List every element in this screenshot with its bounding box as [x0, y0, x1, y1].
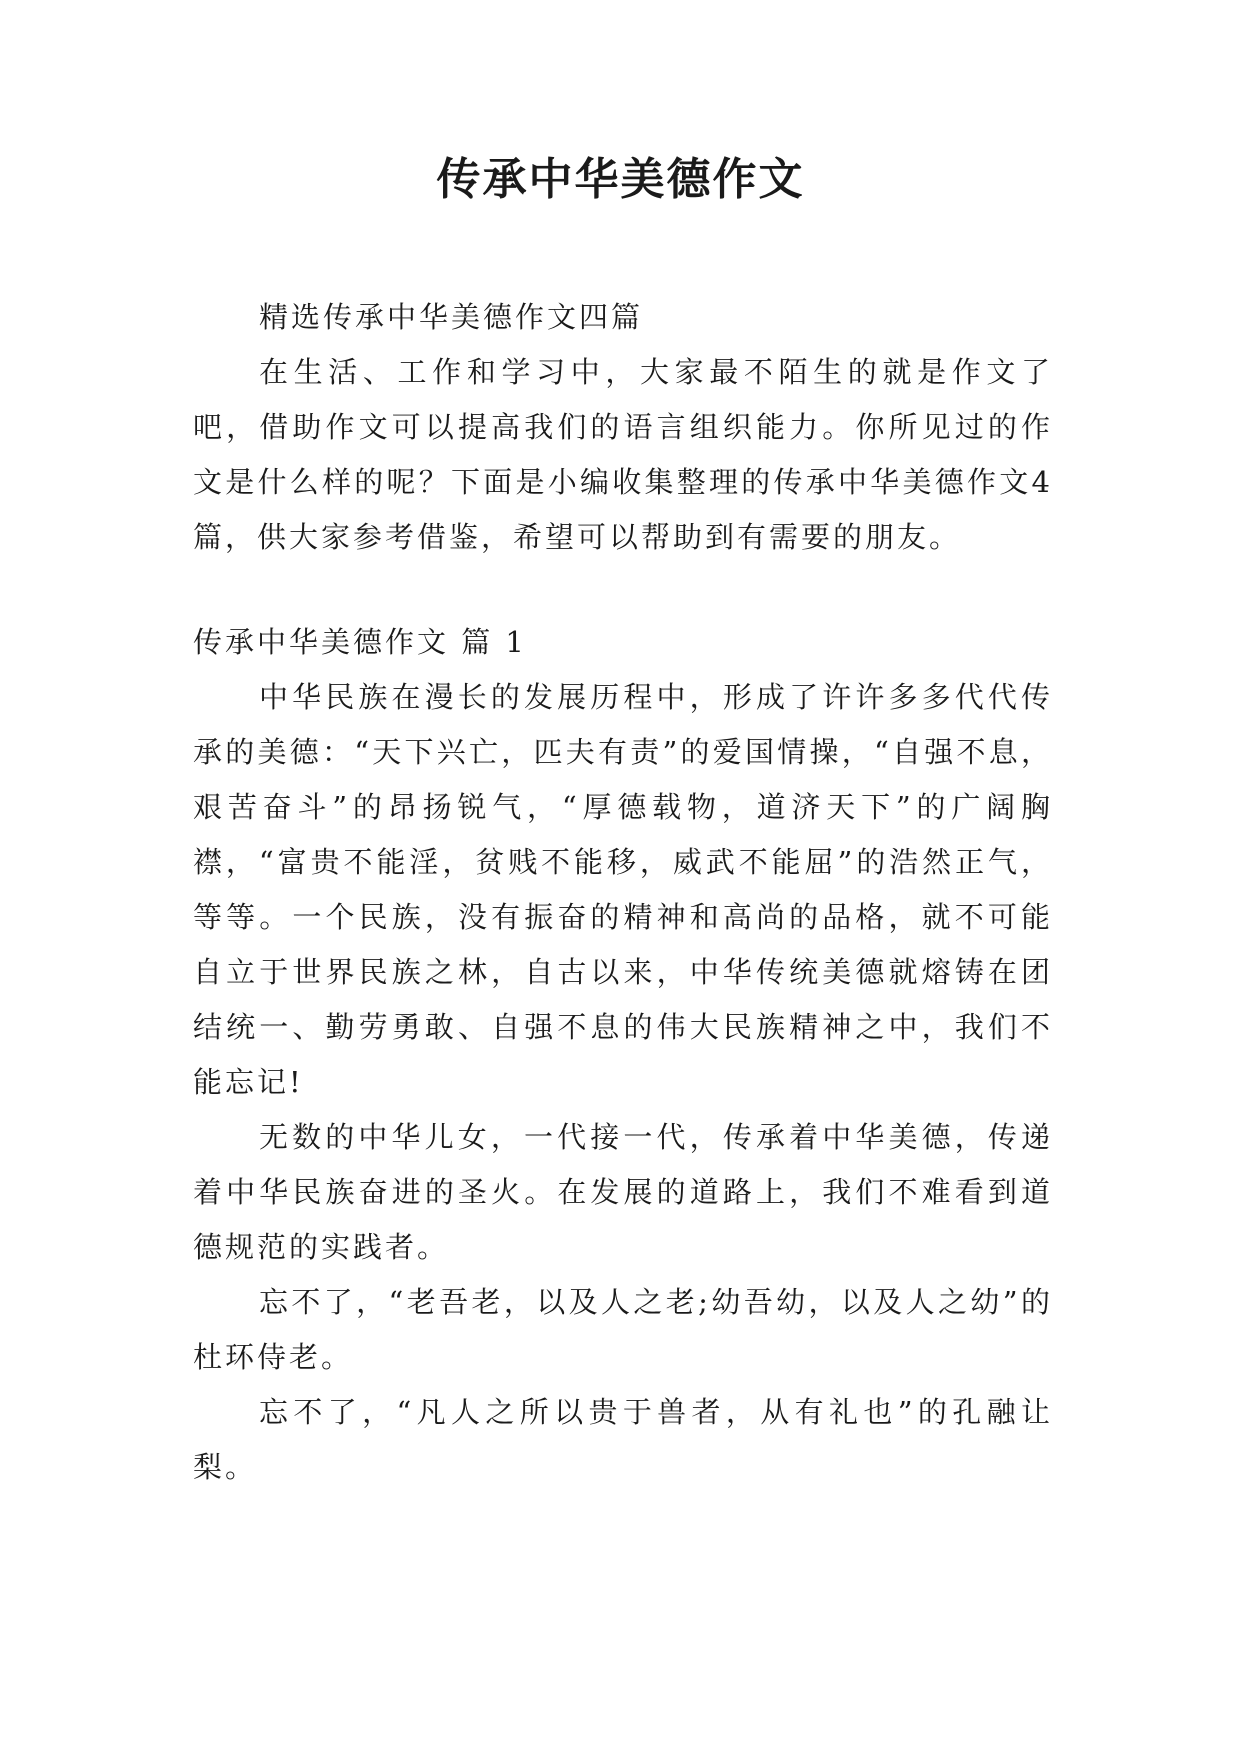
body-paragraph: 忘不了，“老吾老，以及人之老;幼吾幼，以及人之幼”的杜环侍老。	[193, 1285, 1053, 1374]
body-paragraph: 忘不了，“凡人之所以贵于兽者，从有礼也”的孔融让梨。	[193, 1395, 1053, 1484]
body-paragraph: 无数的中华儿女，一代接一代，传承着中华美德，传递着中华民族奋进的圣火。在发展的道路上，我们不难看到道德规范的实践者。	[193, 1120, 1053, 1264]
intro-paragraph: 在生活、工作和学习中，大家最不陌生的就是作文了吧，借助作文可以提高我们的语言组织能力。你所见过的作文是什么样的呢？下面是小编收集整理的传承中华美德作文4篇，供大家参考借鉴，希望可以帮助到有需要的朋友。	[193, 355, 1053, 554]
document-body	[193, 290, 1053, 1495]
body-paragraph: 中华民族在漫长的发展历程中，形成了许许多多代代传承的美德：“天下兴亡，匹夫有责”的爱国情操，“自强不息，艰苦奋斗”的昂扬锐气，“厚德载物，道济天下”的广阔胸襟，“富贵不能淫，贫贱不能移，威武不能屈”的浩然正气，等等。一个民族，没有振奋的精神和高尚的品格，就不可能自立于世界民族之林，自古以来，中华传统美德就熔铸在团结统一、勤劳勇敢、自强不息的伟大民族精神之中，我们不能忘记!	[193, 680, 1053, 1099]
section-spacer	[193, 565, 1053, 615]
section-heading: 传承中华美德作文 篇 1	[193, 625, 527, 659]
document-title: 传承中华美德作文	[436, 154, 805, 205]
document-subtitle: 精选传承中华美德作文四篇	[259, 300, 644, 334]
